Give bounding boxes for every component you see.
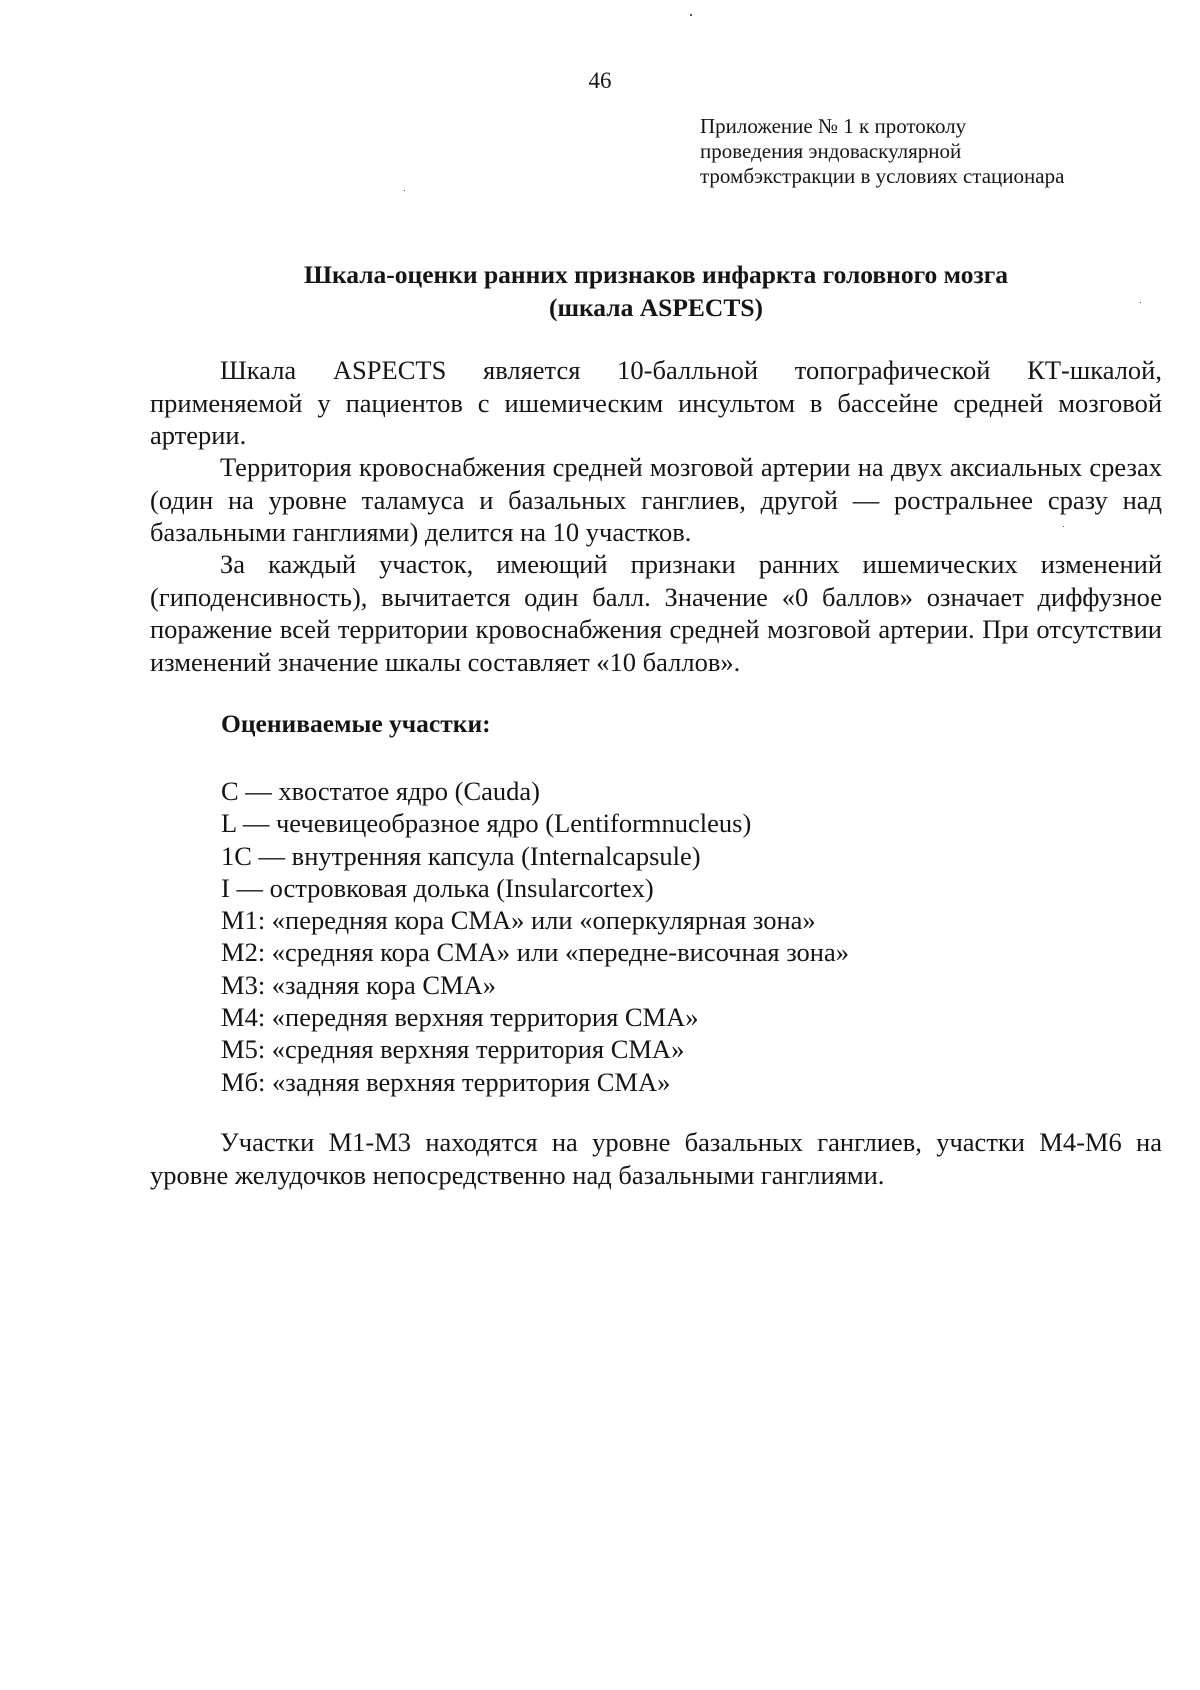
segments-list [221, 775, 1121, 1098]
scan-speck [690, 14, 692, 16]
paragraph-territory: Территория кровоснабжения средней мозговой артерии на двух аксиальных срезах (один на уровне таламуса и базальных ганглиев, другой — ростральнее сразу над базальными ганглиями) делится на 10 участков. [150, 452, 1162, 547]
page-number: 46 [588, 68, 612, 93]
segment-item: I — островковая долька (Insularcortex) [221, 872, 654, 903]
paragraph-levels: Участки М1-М3 находятся на уровне базальных ганглиев, участки М4-М6 на уровне желудочков непосредственно над базальными ганглиями. [150, 1127, 1162, 1190]
segment-item: С — хвостатое ядро (Cauda) [221, 776, 540, 806]
segments-heading: Оцениваемые участки: [221, 709, 491, 738]
title-line: (шкала ASPECTS) [548, 293, 763, 322]
paragraph-scoring: За каждый участок, имеющий признаки ранних ишемических изменений (гиподенсивность), вычитается один балл. Значение «0 баллов» означает диффузное поражение всей территории кровоснабжения средней мозговой артерии. При отсутствии изменений значение шкалы составляет «10 баллов». [150, 549, 1162, 677]
segment-item: M1: «передняя кора СМА» или «оперкулярная зона» [221, 905, 816, 936]
segment-item: L — чечевицеобразное ядро (Lentiformnucleus) [221, 808, 752, 839]
scan-speck [404, 190, 405, 191]
title-line: Шкала-оценки ранних признаков инфаркта головного мозга [303, 260, 1009, 289]
paragraph-aspects-definition: Шкала ASPECTS является 10-балльной топографической КТ-шкалой, применяемой у пациентов с ишемическим инсультом в бассейне средней мозговой артерии. [150, 355, 1162, 450]
scan-speck [1063, 526, 1064, 527]
segment-item: М3: «задняя кора СМА» [221, 969, 496, 1000]
segment-item: M2: «средняя кора СМА» или «передне-височная зона» [221, 937, 849, 968]
segment-item: 1C — внутренняя капсула (Internalcapsule) [221, 840, 701, 871]
segment-item: М4: «передняя верхняя территория СМА» [221, 1002, 699, 1033]
segment-item: Мб: «задняя верхняя территория СМА» [221, 1066, 671, 1097]
segment-item: М5: «средняя верхняя территория СМА» [221, 1034, 685, 1065]
appendix-note [700, 114, 1180, 189]
scan-speck [1140, 302, 1141, 303]
appendix-line: Приложение № 1 к протоколу [700, 114, 967, 138]
appendix-line: тромбэкстракции в условиях стационара [700, 164, 1065, 188]
appendix-line: проведения эндоваскулярной [700, 139, 962, 163]
document-title [150, 258, 1162, 324]
